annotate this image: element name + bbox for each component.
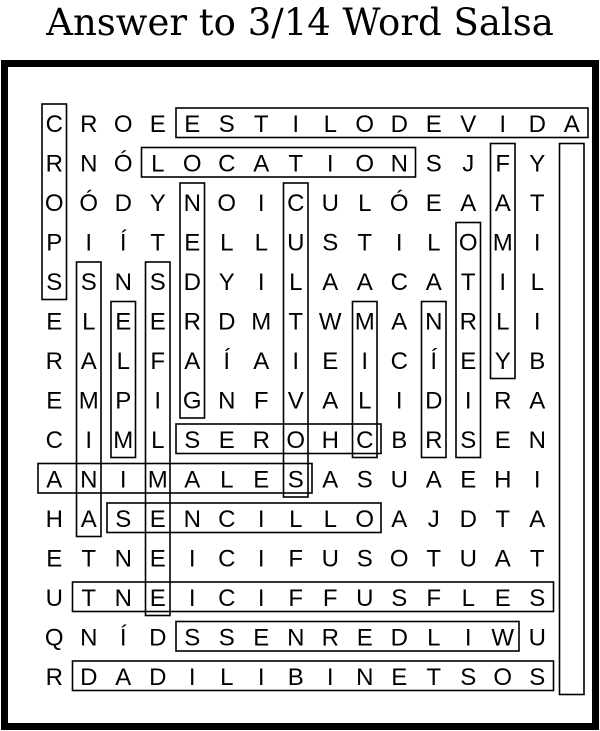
grid-letter[interactable]: H bbox=[321, 426, 339, 454]
grid-letter[interactable]: I bbox=[257, 663, 265, 691]
grid-letter[interactable]: G bbox=[182, 387, 202, 415]
grid-letter[interactable]: I bbox=[257, 505, 265, 533]
grid-letter[interactable]: C bbox=[45, 110, 63, 138]
grid-letter[interactable]: U bbox=[390, 466, 408, 494]
grid-letter[interactable]: N bbox=[183, 505, 201, 533]
grid-letter[interactable]: E bbox=[46, 387, 63, 415]
grid-letter[interactable]: A bbox=[253, 150, 270, 178]
grid-letter[interactable]: A bbox=[80, 505, 97, 533]
grid-letter[interactable]: S bbox=[356, 466, 373, 494]
grid-letter[interactable]: E bbox=[218, 426, 235, 454]
grid-letter[interactable]: S bbox=[460, 663, 477, 691]
grid-letter[interactable]: H bbox=[494, 466, 512, 494]
found-word-outline bbox=[180, 183, 205, 418]
grid-letter[interactable]: I bbox=[395, 387, 403, 415]
grid-letter[interactable]: I bbox=[533, 466, 541, 494]
grid-letter[interactable]: I bbox=[119, 466, 127, 494]
grid-letter[interactable]: N bbox=[356, 663, 374, 691]
grid-letter[interactable]: Ó bbox=[389, 189, 409, 217]
grid-letter[interactable]: A bbox=[322, 466, 339, 494]
letter-grid bbox=[8, 67, 592, 723]
grid-letter[interactable]: L bbox=[220, 663, 234, 691]
grid-letter[interactable]: T bbox=[288, 150, 304, 178]
grid-letter[interactable]: A bbox=[184, 466, 201, 494]
grid-letter[interactable]: C bbox=[45, 426, 63, 454]
grid-letter[interactable]: E bbox=[425, 189, 442, 217]
grid-letter[interactable]: S bbox=[184, 426, 201, 454]
grid-letter[interactable]: C bbox=[218, 584, 236, 612]
grid-letter[interactable]: U bbox=[528, 624, 546, 652]
found-word-outline bbox=[560, 144, 585, 695]
grid-letter[interactable]: B bbox=[529, 347, 546, 375]
grid-letter[interactable]: Í bbox=[430, 347, 438, 375]
grid-letter[interactable]: N bbox=[114, 545, 132, 573]
grid-letter[interactable]: S bbox=[184, 624, 201, 652]
grid-letter[interactable]: A bbox=[391, 308, 408, 336]
grid-letter[interactable]: J bbox=[462, 150, 475, 178]
grid-letter[interactable]: T bbox=[253, 110, 269, 138]
grid-letter[interactable]: N bbox=[80, 150, 98, 178]
grid-letter[interactable]: R bbox=[45, 663, 63, 691]
grid-letter[interactable]: I bbox=[85, 229, 93, 257]
grid-letter[interactable]: F bbox=[288, 545, 304, 573]
grid-letter[interactable]: I bbox=[533, 229, 541, 257]
grid-letter[interactable]: T bbox=[426, 663, 442, 691]
grid-letter[interactable]: E bbox=[184, 229, 201, 257]
grid-letter[interactable]: L bbox=[530, 268, 544, 296]
grid-letter[interactable]: D bbox=[425, 387, 443, 415]
grid-letter[interactable]: T bbox=[460, 268, 476, 296]
grid-letter[interactable]: R bbox=[183, 308, 201, 336]
grid-letter[interactable]: I bbox=[361, 347, 369, 375]
grid-letter[interactable]: W bbox=[318, 308, 342, 336]
grid-letter[interactable]: D bbox=[459, 505, 477, 533]
grid-letter[interactable]: A bbox=[529, 387, 546, 415]
grid-letter[interactable]: S bbox=[218, 624, 235, 652]
grid-letter[interactable]: I bbox=[292, 347, 300, 375]
grid-letter[interactable]: D bbox=[149, 624, 167, 652]
grid-letter[interactable]: B bbox=[287, 663, 304, 691]
grid-letter[interactable]: O bbox=[355, 110, 375, 138]
grid-letter[interactable]: Ó bbox=[79, 189, 99, 217]
grid-letter[interactable]: S bbox=[529, 584, 546, 612]
grid-letter[interactable]: A bbox=[425, 466, 442, 494]
grid-letter[interactable]: L bbox=[496, 308, 510, 336]
grid-letter[interactable]: E bbox=[253, 624, 270, 652]
page-title: Answer to 3/14 Word Salsa bbox=[46, 1, 554, 44]
grid-letter[interactable]: Í bbox=[119, 624, 127, 652]
grid-letter[interactable]: L bbox=[254, 229, 268, 257]
grid-letter[interactable]: L bbox=[151, 426, 165, 454]
grid-letter[interactable]: L bbox=[289, 268, 303, 296]
grid-letter[interactable]: Q bbox=[44, 624, 64, 652]
grid-letter[interactable]: T bbox=[357, 229, 373, 257]
grid-letter[interactable]: T bbox=[529, 545, 545, 573]
grid-letter[interactable]: M bbox=[492, 229, 513, 257]
grid-letter[interactable]: A bbox=[322, 387, 339, 415]
grid-letter[interactable]: N bbox=[114, 584, 132, 612]
grid-letter[interactable]: C bbox=[356, 426, 374, 454]
grid-letter[interactable]: O bbox=[182, 150, 202, 178]
grid-letter[interactable]: D bbox=[390, 110, 408, 138]
grid-letter[interactable]: S bbox=[391, 584, 408, 612]
grid-letter[interactable]: I bbox=[326, 150, 334, 178]
grid-letter[interactable]: I bbox=[395, 229, 403, 257]
grid-letter[interactable]: L bbox=[323, 110, 337, 138]
grid-letter[interactable]: D bbox=[390, 624, 408, 652]
grid-letter[interactable]: I bbox=[533, 308, 541, 336]
grid-letter[interactable]: N bbox=[183, 189, 201, 217]
grid-letter[interactable]: M bbox=[78, 387, 99, 415]
grid-letter[interactable]: V bbox=[460, 110, 477, 138]
grid-letter[interactable]: T bbox=[426, 545, 442, 573]
grid-letter[interactable]: I bbox=[257, 268, 265, 296]
grid-letter[interactable]: O bbox=[355, 150, 375, 178]
grid-letter[interactable]: N bbox=[287, 624, 305, 652]
grid-letter[interactable]: U bbox=[287, 229, 305, 257]
grid-letter[interactable]: A bbox=[356, 268, 373, 296]
grid-letter[interactable]: N bbox=[218, 387, 236, 415]
grid-letter[interactable]: S bbox=[46, 268, 63, 296]
found-word-outline bbox=[176, 108, 588, 138]
grid-letter[interactable]: E bbox=[356, 624, 373, 652]
grid-letter[interactable]: R bbox=[45, 150, 63, 178]
grid-letter[interactable]: I bbox=[257, 189, 265, 217]
grid-letter[interactable]: N bbox=[114, 268, 132, 296]
grid-letter[interactable]: I bbox=[257, 584, 265, 612]
grid-letter[interactable]: F bbox=[322, 584, 338, 612]
grid-letter[interactable]: Ó bbox=[113, 150, 133, 178]
grid-letter[interactable]: I bbox=[499, 268, 507, 296]
grid-letter[interactable]: V bbox=[287, 387, 304, 415]
grid-letter[interactable]: N bbox=[528, 426, 546, 454]
grid-letter[interactable]: S bbox=[356, 545, 373, 573]
grid-letter[interactable]: P bbox=[46, 229, 63, 257]
found-word-outline bbox=[456, 223, 481, 458]
grid-letter[interactable]: F bbox=[253, 387, 269, 415]
grid-letter[interactable]: E bbox=[115, 308, 132, 336]
grid-letter[interactable]: U bbox=[321, 189, 339, 217]
grid-letter[interactable]: E bbox=[460, 347, 477, 375]
grid-letter[interactable]: D bbox=[183, 268, 201, 296]
grid-letter[interactable]: A bbox=[494, 545, 511, 573]
grid-letter[interactable]: I bbox=[464, 624, 472, 652]
grid-letter[interactable]: R bbox=[252, 426, 270, 454]
found-word-outline bbox=[491, 144, 516, 379]
grid-letter[interactable]: M bbox=[147, 466, 168, 494]
grid-letter[interactable]: R bbox=[459, 308, 477, 336]
grid-letter[interactable]: Y bbox=[218, 268, 235, 296]
grid-letter[interactable]: A bbox=[391, 505, 408, 533]
grid-letter[interactable]: L bbox=[358, 189, 372, 217]
grid-letter[interactable]: E bbox=[322, 347, 339, 375]
grid-letter[interactable]: A bbox=[425, 268, 442, 296]
grid-letter[interactable]: E bbox=[149, 545, 166, 573]
grid-letter[interactable]: I bbox=[188, 663, 196, 691]
grid-letter[interactable]: R bbox=[45, 347, 63, 375]
grid-letter[interactable]: C bbox=[390, 268, 408, 296]
grid-letter[interactable]: S bbox=[287, 466, 304, 494]
grid-letter[interactable]: L bbox=[220, 466, 234, 494]
grid-letter[interactable]: D bbox=[114, 189, 132, 217]
grid-letter[interactable]: R bbox=[425, 426, 443, 454]
grid-letter[interactable]: C bbox=[218, 505, 236, 533]
grid-letter[interactable]: O bbox=[389, 545, 409, 573]
grid-letter[interactable]: O bbox=[44, 189, 64, 217]
grid-letter[interactable]: T bbox=[150, 229, 166, 257]
grid-letter[interactable]: N bbox=[80, 466, 98, 494]
grid-letter[interactable]: E bbox=[149, 505, 166, 533]
grid-letter[interactable]: L bbox=[82, 308, 96, 336]
grid-letter[interactable]: Y bbox=[529, 150, 546, 178]
grid-letter[interactable]: A bbox=[115, 663, 132, 691]
grid-letter[interactable]: C bbox=[218, 150, 236, 178]
found-word-outline bbox=[73, 582, 554, 612]
grid-letter[interactable]: E bbox=[46, 545, 63, 573]
grid-letter[interactable]: E bbox=[149, 584, 166, 612]
grid-letter[interactable]: A bbox=[80, 347, 97, 375]
grid-letter[interactable]: C bbox=[390, 347, 408, 375]
grid-letter[interactable]: O bbox=[458, 229, 478, 257]
grid-letter[interactable]: A bbox=[494, 189, 511, 217]
found-word-outline bbox=[107, 503, 381, 533]
grid-letter[interactable]: T bbox=[288, 308, 304, 336]
grid-letter[interactable]: U bbox=[459, 545, 477, 573]
grid-letter[interactable]: A bbox=[322, 268, 339, 296]
grid-letter[interactable]: S bbox=[322, 229, 339, 257]
grid-letter[interactable]: D bbox=[218, 308, 236, 336]
grid-letter[interactable]: D bbox=[149, 663, 167, 691]
grid-letter[interactable]: R bbox=[80, 110, 98, 138]
grid-letter[interactable]: I bbox=[257, 545, 265, 573]
grid-letter[interactable]: O bbox=[217, 189, 237, 217]
grid-letter[interactable]: T bbox=[495, 505, 511, 533]
grid-letter[interactable]: E bbox=[425, 110, 442, 138]
grid-letter[interactable]: E bbox=[494, 584, 511, 612]
grid-letter[interactable]: T bbox=[81, 545, 97, 573]
grid-letter[interactable]: A bbox=[184, 347, 201, 375]
grid-letter[interactable]: S bbox=[529, 663, 546, 691]
grid-letter[interactable]: S bbox=[149, 268, 166, 296]
grid-letter[interactable]: Í bbox=[119, 229, 127, 257]
grid-letter[interactable]: E bbox=[253, 466, 270, 494]
grid-letter[interactable]: E bbox=[391, 663, 408, 691]
grid-letter[interactable]: O bbox=[286, 426, 306, 454]
grid-letter[interactable]: A bbox=[529, 505, 546, 533]
word-search-board bbox=[1, 60, 599, 730]
grid-letter[interactable]: I bbox=[326, 663, 334, 691]
grid-letter[interactable]: A bbox=[460, 189, 477, 217]
grid-letter[interactable]: L bbox=[289, 505, 303, 533]
grid-letter[interactable]: S bbox=[218, 110, 235, 138]
grid-letter[interactable]: I bbox=[188, 545, 196, 573]
grid-letter[interactable]: A bbox=[46, 466, 63, 494]
grid-letter[interactable]: N bbox=[425, 308, 443, 336]
grid-letter[interactable]: T bbox=[529, 189, 545, 217]
grid-letter[interactable]: U bbox=[45, 584, 63, 612]
grid-letter[interactable]: L bbox=[427, 624, 441, 652]
grid-letter[interactable]: I bbox=[292, 110, 300, 138]
grid-letter[interactable]: U bbox=[321, 545, 339, 573]
grid-letter[interactable]: L bbox=[461, 584, 475, 612]
grid-letter[interactable]: Í bbox=[223, 347, 231, 375]
grid-letter[interactable]: F bbox=[495, 150, 511, 178]
grid-letter[interactable]: H bbox=[45, 505, 63, 533]
grid-letter[interactable]: D bbox=[528, 110, 546, 138]
grid-letter[interactable]: I bbox=[499, 110, 507, 138]
grid-letter[interactable]: T bbox=[81, 584, 97, 612]
grid-letter[interactable]: L bbox=[358, 387, 372, 415]
grid-letter[interactable]: F bbox=[288, 584, 304, 612]
grid-letter[interactable]: L bbox=[151, 150, 165, 178]
grid-letter[interactable]: E bbox=[46, 308, 63, 336]
grid-letter[interactable]: C bbox=[218, 545, 236, 573]
grid-letter[interactable]: M bbox=[251, 308, 272, 336]
grid-letter[interactable]: E bbox=[184, 110, 201, 138]
found-word-outline bbox=[73, 661, 554, 691]
grid-letter[interactable]: S bbox=[80, 268, 97, 296]
grid-letter[interactable]: E bbox=[494, 426, 511, 454]
grid-letter[interactable]: Y bbox=[149, 189, 166, 217]
grid-letter[interactable]: L bbox=[427, 229, 441, 257]
grid-letter[interactable]: N bbox=[80, 624, 98, 652]
grid-letter[interactable]: E bbox=[460, 466, 477, 494]
grid-letter[interactable]: F bbox=[426, 584, 442, 612]
grid-letter[interactable]: L bbox=[116, 347, 130, 375]
grid-letter[interactable]: S bbox=[460, 426, 477, 454]
grid-letter[interactable]: U bbox=[356, 584, 374, 612]
grid-letter[interactable]: D bbox=[80, 663, 98, 691]
grid-letter[interactable]: N bbox=[390, 150, 408, 178]
grid-letter[interactable]: I bbox=[85, 426, 93, 454]
grid-letter[interactable]: E bbox=[149, 110, 166, 138]
grid-letter[interactable]: S bbox=[115, 505, 132, 533]
grid-letter[interactable]: M bbox=[113, 426, 134, 454]
grid-letter[interactable]: C bbox=[287, 189, 305, 217]
grid-letter[interactable]: W bbox=[491, 624, 515, 652]
grid-letter[interactable]: F bbox=[150, 347, 166, 375]
grid-letter[interactable]: J bbox=[427, 505, 440, 533]
grid-letter[interactable]: B bbox=[391, 426, 408, 454]
grid-letter[interactable]: E bbox=[149, 308, 166, 336]
grid-letter[interactable]: M bbox=[354, 308, 375, 336]
grid-letter[interactable]: A bbox=[253, 347, 270, 375]
grid-letter[interactable]: I bbox=[154, 387, 162, 415]
found-word-outline bbox=[176, 424, 381, 454]
grid-letter[interactable]: A bbox=[563, 110, 580, 138]
grid-letter[interactable]: R bbox=[494, 387, 512, 415]
grid-letter[interactable]: O bbox=[113, 110, 133, 138]
grid-letter[interactable]: O bbox=[493, 663, 513, 691]
grid-letter[interactable]: R bbox=[321, 624, 339, 652]
grid-letter[interactable]: I bbox=[464, 387, 472, 415]
grid-letter[interactable]: L bbox=[220, 229, 234, 257]
grid-letter[interactable]: I bbox=[188, 584, 196, 612]
grid-letter[interactable]: O bbox=[355, 505, 375, 533]
grid-letter[interactable]: P bbox=[115, 387, 132, 415]
grid-letter[interactable]: L bbox=[323, 505, 337, 533]
grid-letter[interactable]: Y bbox=[494, 347, 511, 375]
grid-letter[interactable]: S bbox=[425, 150, 442, 178]
